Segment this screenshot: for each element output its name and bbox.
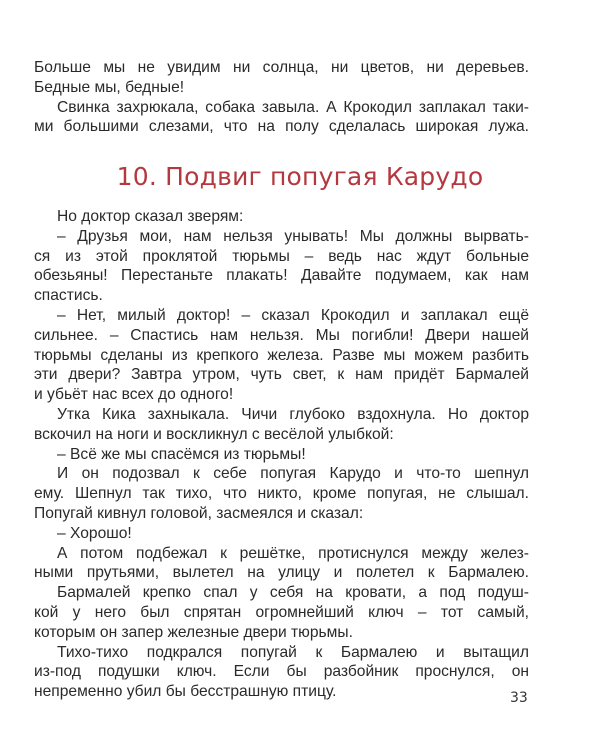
text-line: Свинка захрюкала, собака завыла. А Крокодил заплакал таки- xyxy=(57,98,529,116)
text-line: ными прутьями, вылетел на улицу и полетел к Бармалею. xyxy=(34,564,529,582)
text-line: тюрьмы сделаны из крепкого железа. Разве мы можем разбить xyxy=(34,346,529,364)
text-line: Бедные мы, бедные! xyxy=(34,78,185,96)
text-line: спастись. xyxy=(34,287,103,305)
text-line: кой у него был спрятан огромнейший ключ – тот самый, xyxy=(34,603,529,621)
chapter-title: 10. Подвиг попугая Карудо xyxy=(116,162,484,191)
text-line: обезьяны! Перестаньте плакать! Давайте подумаем, как нам xyxy=(34,267,529,285)
text-line: сильнее. – Спастись нам нельзя. Мы погибли! Двери нашей xyxy=(34,326,529,344)
text-line: Попугай кивнул головой, засмеялся и сказал: xyxy=(34,504,364,522)
text-line: непременно убил бы бесстрашную птицу. xyxy=(34,683,337,701)
text-line: вскочил на ноги и воскликнул с весёлой улыбкой: xyxy=(34,425,394,443)
text-line: – Нет, милый доктор! – сказал Крокодил и заплакал ещё xyxy=(57,306,529,324)
text-line: Больше мы не увидим ни солнца, ни цветов, ни деревьев. xyxy=(34,59,529,76)
text-line: Тихо-тихо подкрался попугай к Бармалею и вытащил xyxy=(57,643,529,661)
text-line: А потом подбежал к решётке, протиснулся между желез- xyxy=(57,544,529,562)
text-line: – Друзья мои, нам нельзя унывать! Мы должны вырвать- xyxy=(57,227,529,245)
text-line: ему. Шепнул так тихо, что никто, кроме попугая, не слышал. xyxy=(34,485,529,503)
text-line: из-под подушки ключ. Если бы разбойник проснулся, он xyxy=(34,663,529,681)
text-line: – Всё же мы спасёмся из тюрьмы! xyxy=(57,445,306,463)
text-line: Утка Кика захныкала. Чичи глубоко вздохнула. Но доктор xyxy=(57,405,529,423)
intro-text-block xyxy=(34,58,529,137)
text-line: И он подозвал к себе попугая Карудо и что-то шепнул xyxy=(57,465,529,483)
text-line: и убьёт нас всех до одного! xyxy=(34,386,234,404)
text-line: ся из этой проклятой тюрьмы – ведь нас ждут больные xyxy=(34,247,529,265)
page-number: 33 xyxy=(510,690,528,706)
chapter-body xyxy=(34,207,529,702)
text-line: эти двери? Завтра утром, чуть свет, к нам придёт Бармалей xyxy=(34,366,529,384)
text-line: – Хорошо! xyxy=(57,524,132,542)
text-line: ми большими слезами, что на полу сделалась широкая лужа. xyxy=(34,118,529,136)
text-line: Но доктор сказал зверям: xyxy=(57,208,244,225)
text-line: Бармалей крепко спал у себя на кровати, а под подуш- xyxy=(57,584,529,602)
text-line: которым он запер железные двери тюрьмы. xyxy=(34,623,353,641)
